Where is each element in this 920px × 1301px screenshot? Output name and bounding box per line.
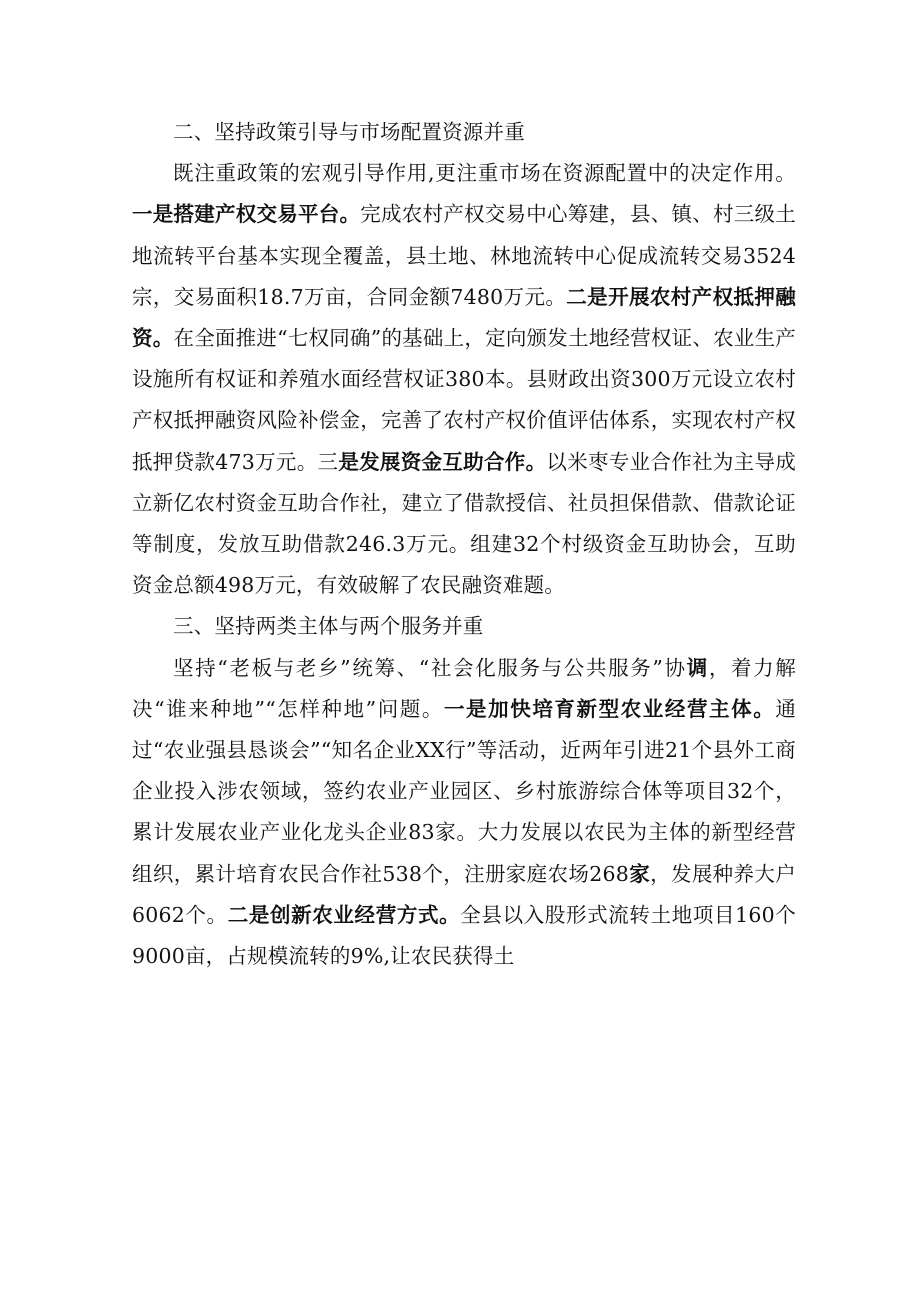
- section-3-intro-a: 坚持“老板与老乡”统筹、“社会化服务与公共服务”协: [173, 655, 687, 680]
- section-2-item-1-text: 完成农村产权交易中心筹建，县、镇、村三级土地流转平台基本实现全覆盖，县土地、林地流转中心促成流转交易3524宗，交易面积18.7万亩，合同金额7480万元。: [132, 202, 796, 309]
- section-2-paragraph: [132, 153, 796, 606]
- document-body: [132, 112, 796, 977]
- section-3-item-2-title: 二是创新农业经营方式。: [227, 902, 461, 927]
- section-3-item-1-text-a: 通过“农业强县恳谈会”“知名企业XX行”等活动，近两年引进21个县外工商企业投入涉农领域，签约农业产业园区、乡村旅游综合体等项目32个，累计发展农业产业化龙头企业83家。大力发展以农民为主体的新型经营组织，累计培育农民合作社538个，注册家庭农场268: [132, 696, 797, 886]
- section-2-item-1-title: 一是搭建产权交易平台。: [132, 202, 361, 227]
- section-2-item-3-title: 是发展资金互助合作。: [338, 449, 547, 474]
- section-2-item-3-text: 以米枣专业合作社为主导成立新亿农村资金互助合作社，建立了借款授信、社员担保借款、借款论证等制度，发放互助借款246.3万元。组建32个村级资金互助协会，互助资金总额498万元，有效破解了农民融资难题。: [132, 449, 797, 598]
- section-3-heading: 三、坚持两类主体与两个服务并重: [173, 614, 484, 639]
- section-3-item-2-text: 全县以入股形式流转土地项目160个9000亩，占规模流转的9%,让农民获得土: [132, 902, 797, 969]
- section-3-intro-b: ，着力解决“谁来种地”“怎样种地”问题。: [132, 655, 796, 721]
- section-3-item-1-title: 一是加快培育新型农业经营主体。: [443, 696, 776, 721]
- section-3-item-1-bold: 家: [629, 861, 651, 886]
- section-2-heading: 二、坚持政策引导与市场配置资源并重: [173, 120, 525, 144]
- section-2-item-2-title: 二是开展农村产权抵押融资。: [132, 284, 796, 351]
- section-3-item-1-text-b: ，发展种养大户6062个。: [132, 861, 796, 927]
- section-2-item-2-text: 在全面推进“七权同确”的基础上，定向颁发土地经营权证、农业生产设施所有权证和养殖水面经营权证380本。县财政出资300万元设立农村产权抵押融资风险补偿金，完善了农村产权价值评估体系，实现农村产权抵押贷款473万元。三: [132, 326, 796, 474]
- section-2-intro: 既注重政策的宏观引导作用,更注重市场在资源配置中的决定作用。: [173, 161, 796, 186]
- section-3-intro-bold: 调: [686, 655, 709, 680]
- section-3-paragraph: [132, 648, 796, 978]
